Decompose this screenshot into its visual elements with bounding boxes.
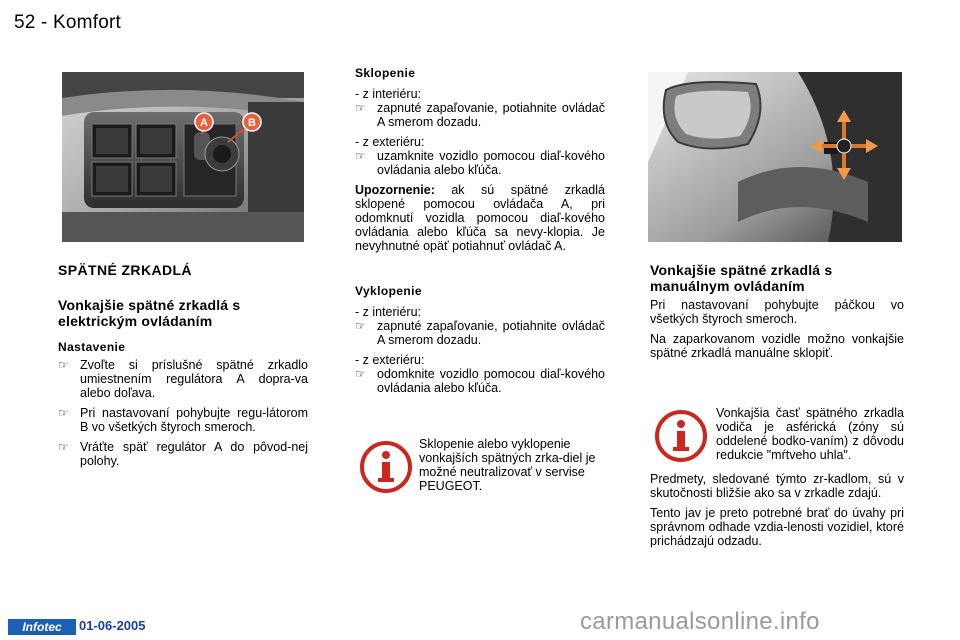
page-header [14,12,121,34]
unfold-heading: Vyklopenie [355,284,422,298]
list-item: ☞ Pri nastavovaní pohybujte regu-látorom B vo všetkých štyroch smeroch. [58,406,308,434]
info-text-right: Vonkajšia časť spätného zrkadla vodiča je asférická (zóny sú oddelené bodko-vaním) z dôvodu redukcie "mŕtveho uhla". [716,406,904,462]
manual-mirror-body: Pri nastavovaní pohybujte páčkou vo všetkých štyroch smeroch. Na zaparkovanom vozidle možno vonkajšie spätné zrkadlá manuálne sklopiť. [650,298,904,360]
pointing-hand-icon: ☞ [58,358,69,372]
chapter-title: Komfort [53,12,121,33]
note-paragraph: Upozornenie: ak sú spätné zrkadlá sklopené pomocou ovládača A, pri odomknutí vozidla pomocou diaľ-kového ovládania alebo kľúča sa nevy-klopia. Je nevyhnutné opäť potiahnuť ovládač A. [355,183,605,253]
manual-mirror-title: Vonkajšie spätné zrkadlá s manuálnym ovládaním [650,262,833,294]
setting-heading: Nastavenie [58,340,126,354]
list-item: ☞ uzamknite vozidlo pomocou diaľ-kového ovládania alebo kľúča. [355,149,605,177]
pointing-hand-icon: ☞ [355,367,366,381]
pointing-hand-icon: ☞ [355,101,366,115]
subsection-title: Vonkajšie spätné zrkadlá s elektrickým ovládaním [58,297,241,329]
info-text-middle: Sklopenie alebo vyklopenie vonkajších spätných zrka-diel je možné neutralizovať v servise PEUGEOT. [419,437,596,493]
list-item: ☞ zapnuté zapaľovanie, potiahnite ovládač A smerom dozadu. [355,101,605,129]
infotec-logo: Infotec [8,619,76,635]
section-title: SPÄTNÉ ZRKADLÁ [58,262,192,278]
info-icon [359,440,413,494]
footer-date: 01-06-2005 [79,618,146,633]
unfolding-section: Vyklopenie - z interiéru: ☞ zapnuté zapaľovanie, potiahnite ovládač A smerom dozadu. - z exteriéru: ☞ odomknite vozidlo pomocou diaľ-kového ovládania alebo kľúča. [355,284,605,395]
label-a: A [200,117,208,129]
list-item: ☞ Vráťte späť regulátor A do pôvod-nej polohy. [58,440,308,468]
page-number: 52 [14,12,36,33]
pointing-hand-icon: ☞ [355,149,366,163]
watermark: carmanualsonline.info [580,608,820,635]
pointing-hand-icon: ☞ [58,440,69,454]
pointing-hand-icon: ☞ [58,406,69,420]
info-icon [654,409,708,463]
pointing-hand-icon: ☞ [355,319,366,333]
setting-list [58,358,308,468]
aspheric-notes: Predmety, sledované týmto zr-kadlom, sú v skutočnosti bližšie ako sa v zrkadle zdajú. Tento jav je preto potrebné brať do úvahy pri správnom odhade vzdia-lenosti vozidiel, ktoré prichádzajú odzadu. [650,472,904,548]
folding-section: Sklopenie - z interiéru: ☞ zapnuté zapaľovanie, potiahnite ovládač A smerom dozadu. - z exteriéru: ☞ uzamknite vozidlo pomocou diaľ-kového ovládania alebo kľúča. Upozornenie: ak sú spätné zrkadlá sklopené pomocou ovládača A, pri odomknutí vozidla pomocou diaľ-kového ovládania alebo kľúča sa nevy-klopia. Je nevyhnutné opäť potiahnuť ovládač A. [355,66,605,253]
list-item: ☞ zapnuté zapaľovanie, potiahnite ovládač A smerom dozadu. [355,319,605,347]
fold-heading: Sklopenie [355,66,416,80]
list-item: ☞ Zvoľte si príslušné spätné zrkadlo umiestnením regulátora A dopra-va alebo doľava. [58,358,308,400]
exterior-mirror-photo [648,72,902,242]
label-b: B [248,117,256,129]
list-item: ☞ odomknite vozidlo pomocou diaľ-kového ovládania alebo kľúča. [355,367,605,395]
header-separator: - [41,12,48,33]
mirror-switch-photo [62,72,304,242]
